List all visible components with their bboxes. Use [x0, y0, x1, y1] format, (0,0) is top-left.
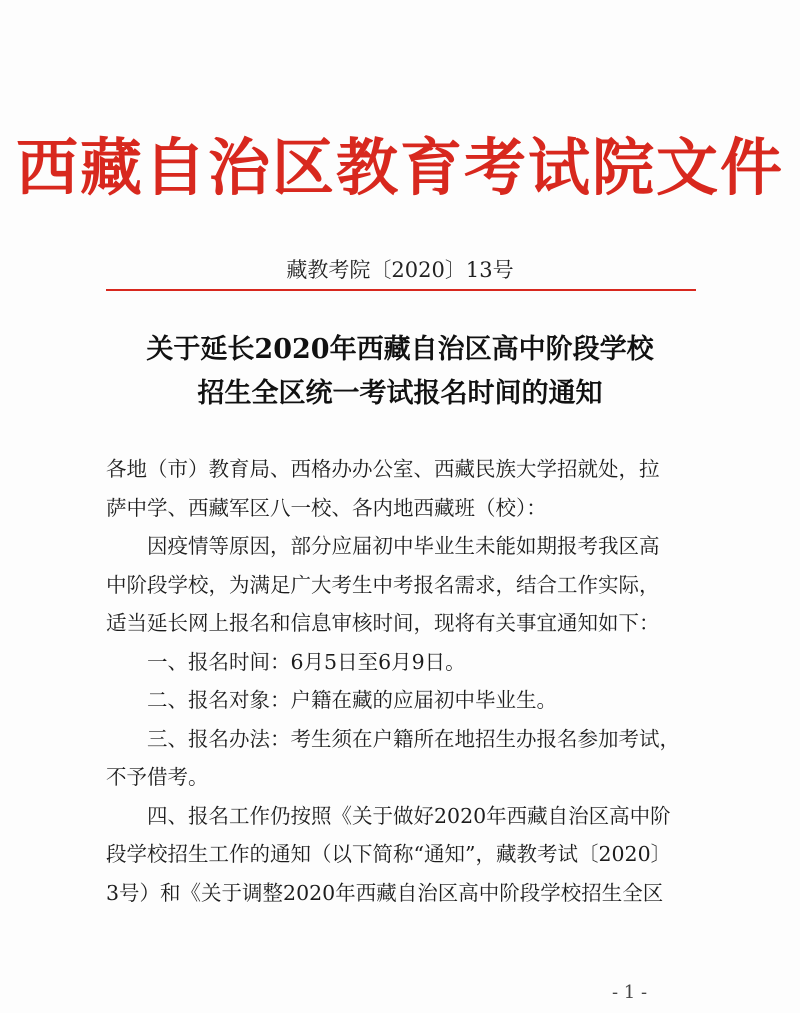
- notice-title: [0, 328, 800, 416]
- body-line: 适当延长网上报名和信息审核时间，现将有关事宜通知如下：: [106, 611, 660, 635]
- document-number: 藏教考院〔2020〕13号: [286, 258, 514, 282]
- red-divider-line: [106, 289, 696, 291]
- item-registration-target: 二、报名对象：户籍在藏的应届初中毕业生。: [147, 688, 557, 712]
- page-number: - 1 -: [612, 982, 648, 1003]
- issuing-authority-title: 西藏自治区教育考试院文件: [15, 131, 784, 204]
- notice-title-line-1: 关于延长2020年西藏自治区高中阶段学校: [146, 334, 654, 365]
- body-line: 段学校招生工作的通知（以下简称“通知”，藏教考试〔2020〕: [106, 842, 672, 866]
- body-line: 3号）和《关于调整2020年西藏自治区高中阶段学校招生全区: [106, 880, 664, 905]
- body-line: 因疫情等原因，部分应届初中毕业生未能如期报考我区高: [147, 534, 660, 558]
- notice-title-line-2: 招生全区统一考试报名时间的通知: [197, 378, 603, 409]
- body-line: 中阶段学校，为满足广大考生中考报名需求，结合工作实际，: [106, 572, 660, 597]
- addressee-line-1: 各地（市）教育局、西格办办公室、西藏民族大学招就处，拉: [106, 457, 660, 481]
- item-registration-method: 三、报名办法：考生须在户籍所在地招生办报名参加考试，: [147, 726, 680, 751]
- item-registration-work: 四、报名工作仍按照《关于做好2020年西藏自治区高中阶: [147, 803, 671, 828]
- addressee-line-2: 萨中学、西藏军区八一校、各内地西藏班（校）：: [106, 495, 547, 520]
- item-registration-time: 一、报名时间：6月5日至6月9日。: [147, 649, 466, 674]
- body-line: 不予借考。: [106, 765, 209, 789]
- notice-body: [106, 450, 700, 912]
